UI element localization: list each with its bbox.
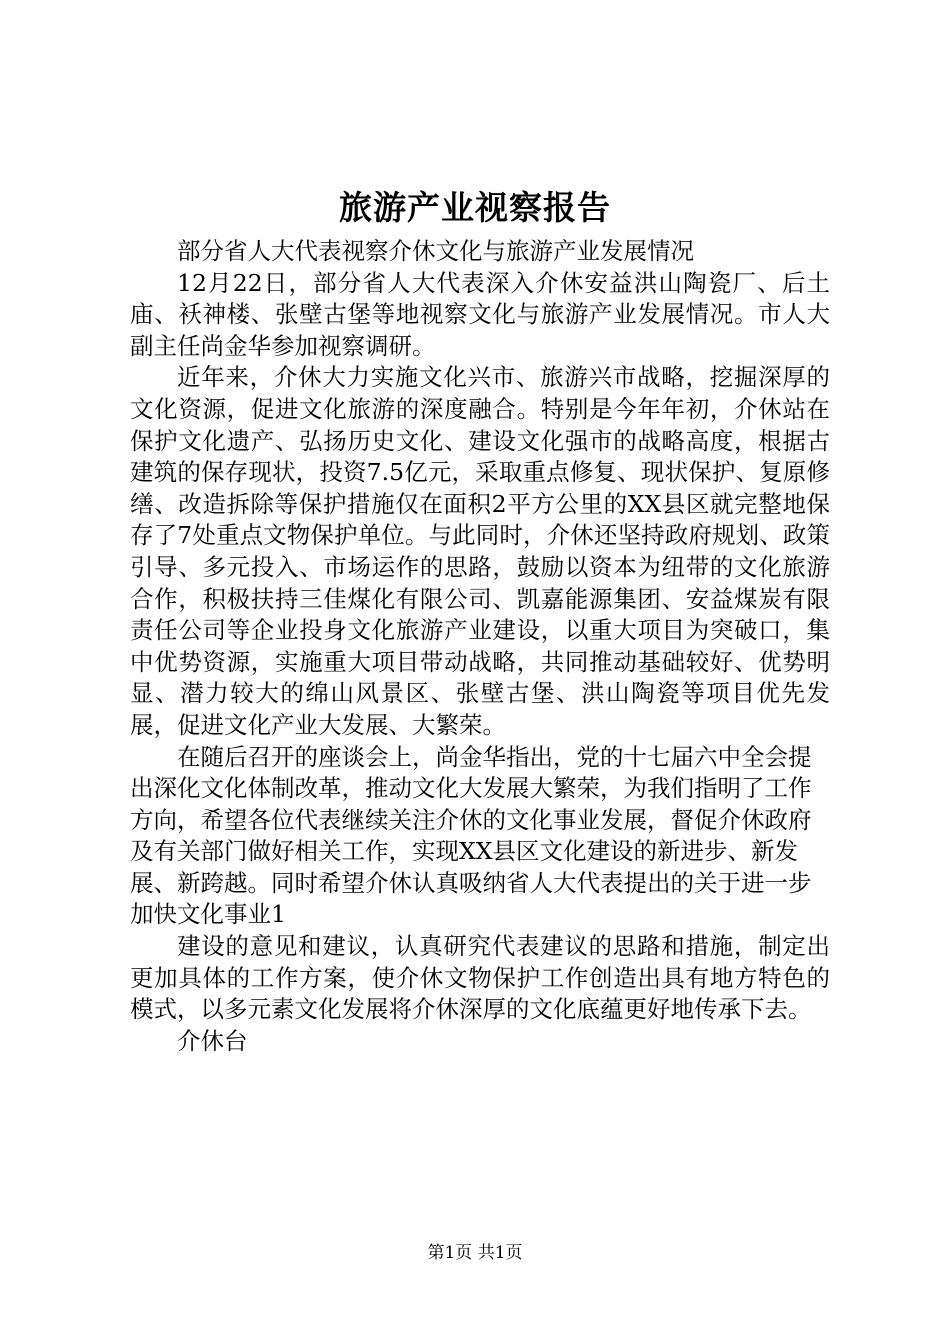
signature-paragraph: 介休台 — [177, 1026, 248, 1055]
document-body — [130, 236, 830, 1057]
subtitle-paragraph: 部分省人大代表视察介休文化与旅游产业发展情况 — [177, 237, 694, 265]
body-paragraph: 12月22日，部分省人大代表深入介休安益洪山陶瓷厂、后土庙、袄神楼、张壁古堡等地视察文化与旅游产业发展情况。市人大副主任尚金华参加视察调研。 — [130, 268, 830, 360]
document-title: 旅游产业视察报告 — [339, 188, 611, 227]
page-footer: 第1页 共1页 — [427, 1243, 523, 1263]
body-paragraph: 建设的意见和建议，认真研究代表建议的思路和措施，制定出更加具体的工作方案，使介休文物保护工作创造出具有地方特色的模式，以多元素文化发展将介休深厚的文化底蕴更好地传承下去。 — [130, 932, 830, 1024]
body-paragraph: 近年来，介休大力实施文化兴市、旅游兴市战略，挖掘深厚的文化资源，促进文化旅游的深度融合。特别是今年年初，介休站在保护文化遗产、弘扬历史文化、建设文化强市的战略高度，根据古建筑的保存现状，投资7.5亿元，采取重点修复、现状保护、复原修缮、改造拆除等保护措施仅在面积2平方公里的XX县区就完整地保存了7处重点文物保护单位。与此同时，介休还坚持政府规划、政策引导、多元投入、市场运作的思路，鼓励以资本为纽带的文化旅游合作，积极扶持三佳煤化有限公司、凯嘉能源集团、安益煤炭有限责任公司等企业投身文化旅游产业建设，以重大项目为突破口，集中优势资源，实施重大项目带动战略，共同推动基础较好、优势明显、潜力较大的绵山风景区、张壁古堡、洪山陶瓷等项目优先发展，促进文化产业大发展、大繁荣。 — [130, 363, 830, 739]
body-paragraph: 在随后召开的座谈会上，尚金华指出，党的十七届六中全会提出深化文化体制改革，推动文化大发展大繁荣，为我们指明了工作方向，希望各位代表继续关注介休的文化事业发展，督促介休政府及有关部门做好相关工作，实现XX县区文化建设的新进步、新发展、新跨越。同时希望介休认真吸纳省人大代表提出的关于进一步加快文化事业1 — [130, 742, 812, 929]
